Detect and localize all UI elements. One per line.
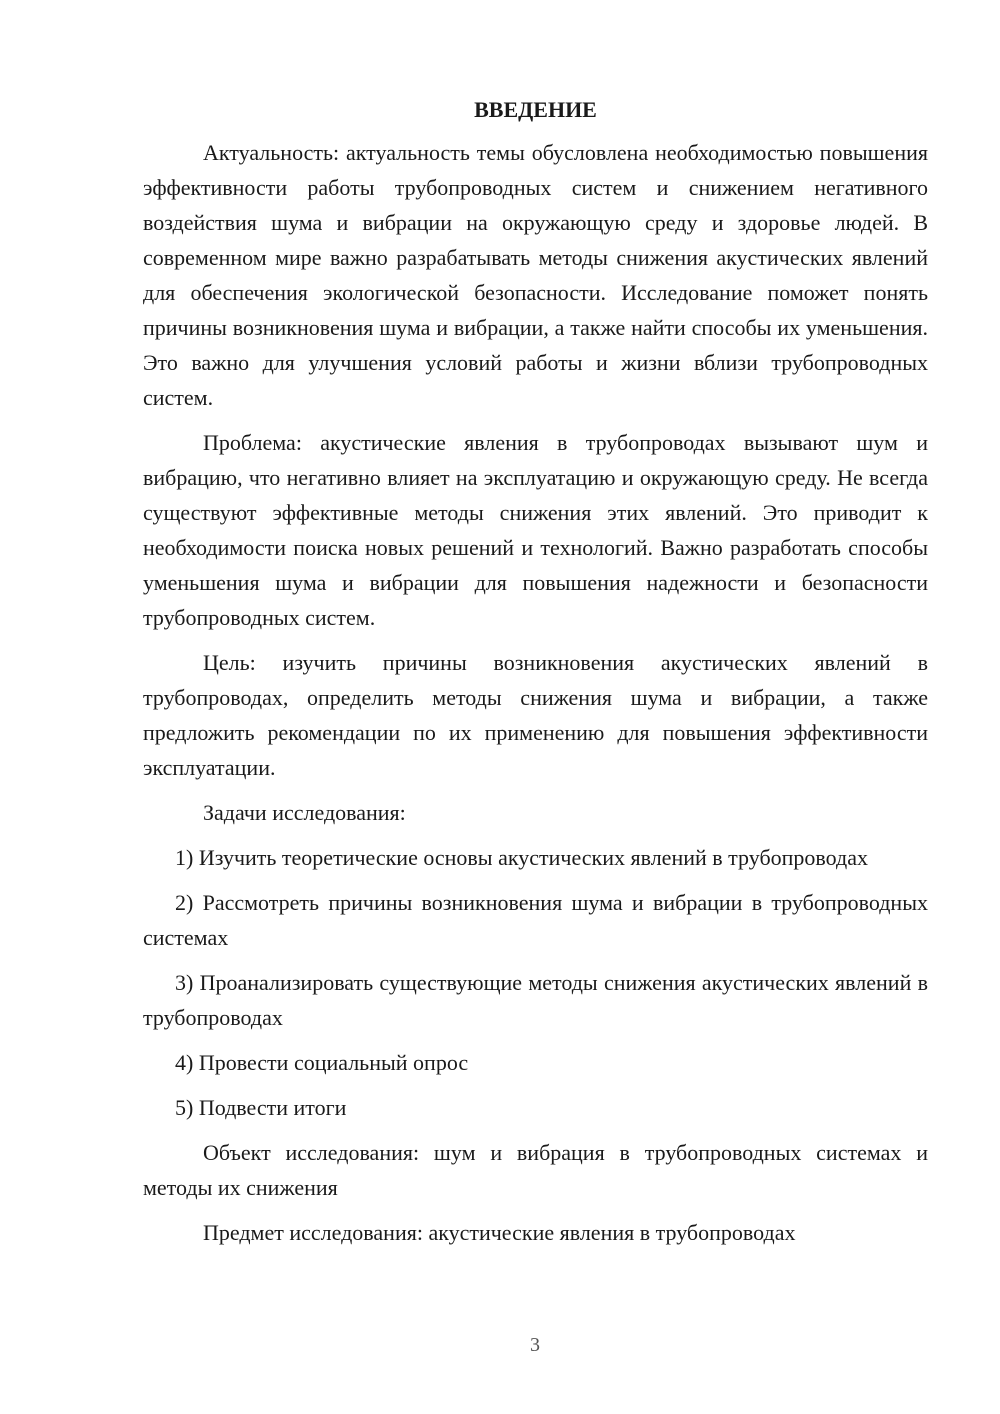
document-page — [143, 95, 928, 1260]
problem-paragraph: Проблема: акустические явления в трубопроводах вызывают шум и вибрацию, что негативно влияет на эксплуатацию и окружающую среду. Не всегда существуют эффективные методы снижения этих явлений. Это приводит к необходимости поиска новых решений и технологий. Важно разработать способы уменьшения шума и вибрации для повышения надежности и безопасности трубопроводных систем. — [143, 430, 928, 630]
task-item-3: 3) Проанализировать существующие методы снижения акустических явлений в трубопроводах — [143, 970, 928, 1030]
task-item-1: 1) Изучить теоретические основы акустических явлений в трубопроводах — [175, 845, 868, 870]
tasks-heading: Задачи исследования: — [203, 800, 406, 825]
page-number: 3 — [530, 1334, 540, 1356]
relevance-paragraph: Актуальность: актуальность темы обусловлена необходимостью повышения эффективности работы трубопроводных систем и снижением негативного воздействия шума и вибрации на окружающую среду и здоровье людей. В современном мире важно разрабатывать методы снижения акустических явлений для обеспечения экологической безопасности. Исследование поможет понять причины возникновения шума и вибрации, а также найти способы их уменьшения. Это важно для улучшения условий работы и жизни вблизи трубопроводных систем. — [143, 140, 928, 410]
tasks-list — [143, 840, 928, 1125]
task-item-5: 5) Подвести итоги — [175, 1095, 347, 1120]
task-item-2: 2) Рассмотреть причины возникновения шума и вибрации в трубопроводных системах — [143, 890, 928, 950]
subject-paragraph: Предмет исследования: акустические явления в трубопроводах — [203, 1220, 796, 1245]
object-paragraph: Объект исследования: шум и вибрация в трубопроводных системах и методы их снижения — [143, 1140, 928, 1200]
goal-paragraph: Цель: изучить причины возникновения акустических явлений в трубопроводах, определить методы снижения шума и вибрации, а также предложить рекомендации по их применению для повышения эффективности эксплуатации. — [143, 650, 928, 780]
page-title: ВВЕДЕНИЕ — [474, 97, 597, 122]
task-item-4: 4) Провести социальный опрос — [175, 1050, 469, 1075]
